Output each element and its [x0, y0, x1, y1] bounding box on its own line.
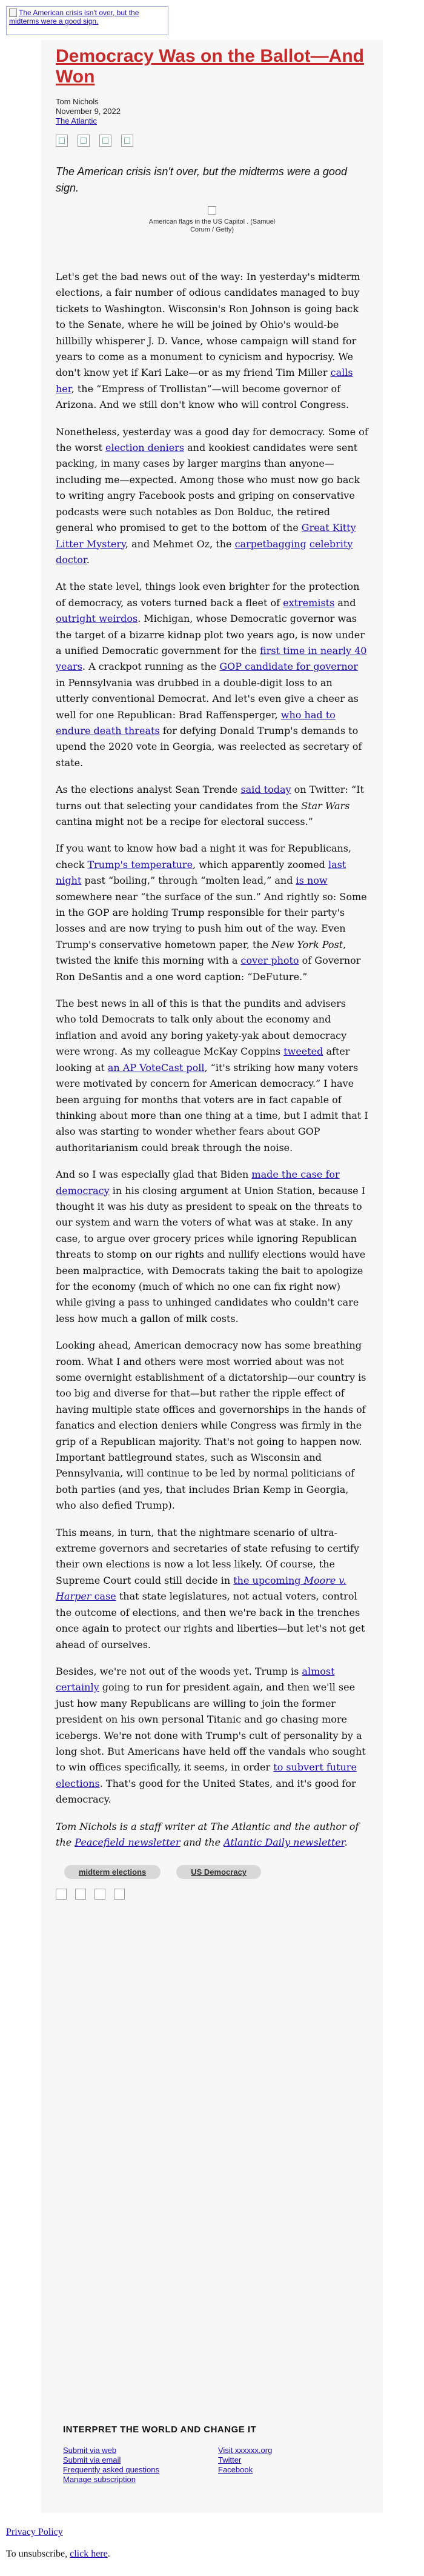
inline-link[interactable]: is now — [296, 875, 328, 887]
tag-us-democracy[interactable]: US Democracy — [176, 1865, 261, 1879]
text-run: of Governor Ron DeSantis and a one word caption: “DeFuture.” — [56, 955, 361, 983]
text-run: for defying Donald Trump's demands to upend the 2020 vote in Georgia, was reelected as secretary of state. — [56, 724, 362, 769]
text-run: , “it's striking how many voters were motivated by concern for American democracy.” I have been arguing for months that voters are in fact capable of thinking about more than one thing at a time, but I admit that I also was starting to wonder whether fears about GOP authoritarianism could break through the noise. — [56, 1061, 368, 1153]
article-figure — [56, 206, 368, 234]
text-run: in Pennsylvania was drubbed in a double-digit loss to an utterly conventional Democrat. And let's even give a cheer as well for one Republican: Brad Raffensperger, — [56, 676, 359, 721]
text-run: , and Mehmet Oz, the — [125, 538, 235, 550]
visit-site-link[interactable]: Visit xxxxxx.org — [218, 2446, 273, 2455]
inline-link[interactable]: tweeted — [283, 1046, 323, 1058]
body-paragraph — [56, 782, 368, 830]
text-run: past “boiling,” through “molten lead,” and — [81, 875, 296, 887]
share-bar — [56, 135, 368, 148]
inline-link[interactable]: the upcoming — [233, 1574, 304, 1586]
inline-link[interactable]: celebrity doctor — [56, 538, 353, 566]
text-run: that state legislatures, not actual voters, control the outcome of elections, and then we're back in the trenches once again to protect our rights and liberties—but let's not get ahead of ourselves. — [56, 1590, 365, 1650]
manage-subscription-link[interactable]: Manage subscription — [63, 2475, 136, 2484]
unsubscribe-text: To unsubscribe, — [6, 2549, 70, 2559]
publication-link[interactable]: The Atlantic — [56, 116, 97, 125]
text-run: Tom Nichols is a staff writer at The Atlantic and the author of the — [56, 1820, 359, 1848]
body-paragraph — [56, 996, 368, 1156]
text-run: The best news in all of this is that the pundits and advisers who told Democrats to talk only about the economy and inflation and avoid any boring yakety-yak about democracy were wrong. As my colleague McKay Coppins — [56, 998, 347, 1058]
body-paragraph — [56, 424, 368, 569]
inline-link[interactable]: to subvert future elections — [56, 1761, 357, 1789]
interpret-section — [51, 2424, 373, 2484]
article-title[interactable]: Democracy Was on the Ballot—And Won — [56, 46, 364, 87]
text-run: going to run for president again, and then we'll see just how many Republicans are willing to join the former president on his own personal Titanic and go chasing more icebergs. We're not done with Trump's cult of personality by a long shot. But Americans have held off the vandals who sought to win offices specifically, it seems, in order — [56, 1681, 366, 1774]
text-run: , twisted the knife this morning with a — [56, 938, 346, 967]
byline — [56, 97, 368, 126]
inline-link[interactable]: GOP candidate for governor — [219, 661, 358, 673]
article-content — [56, 40, 368, 1901]
inline-link[interactable]: case — [91, 1590, 116, 1603]
tag-list — [56, 1865, 368, 1879]
inline-link[interactable]: Atlantic Daily newsletter — [224, 1836, 345, 1848]
text-run: , which apparently zoomed — [193, 858, 329, 870]
author-bio — [56, 1819, 368, 1851]
body-paragraph — [56, 1338, 368, 1513]
inline-link[interactable]: carpetbagging — [234, 538, 306, 550]
text-run: This means, in turn, that the nightmare scenario of ultra-extreme governors and secretaries of state refusing to certify their own elections is now a lot less likely. Of course, the Supreme Court could still decide in — [56, 1526, 359, 1586]
text-run: At the state level, things look even brighter for the protection of democracy, as voters turned back a fleet of — [56, 581, 360, 609]
text-run: . — [344, 1836, 348, 1848]
text-run: Let's get the bad news out of the way: In yesterday's midterm elections, a fair number of odious candidates managed to buy tickets to Washington. Wisconsin's Ron Johnson is going back to the Senate, where he will be joined by Ohio's would-be hillbilly whisperer J. D. Vance, whose campaign will stand for years to come as a monument to cynicism and hypocrisy. We don't know yet if Kari Lake—or as my friend Tim Miller — [56, 271, 360, 379]
text-run: and the — [180, 1836, 224, 1848]
italic-text: New York Post — [271, 938, 343, 950]
interpret-heading: INTERPRET THE WORLD AND CHANGE IT — [63, 2424, 257, 2435]
body-paragraph — [56, 579, 368, 771]
header-image-alt: The American crisis isn't over, but the midterms were a good sign. — [9, 8, 139, 25]
text-run: cantina might not be a recipe for electoral success.” — [56, 816, 313, 827]
inline-link[interactable]: Peacefield newsletter — [75, 1836, 181, 1848]
inline-link[interactable]: Great Kitty Litter Mystery — [56, 522, 356, 550]
submit-web-link[interactable]: Submit via web — [63, 2446, 117, 2455]
image-caption: American flags in the US Capitol . (Samuel Corum / Getty) — [148, 218, 276, 233]
article-body — [56, 269, 368, 1808]
interpret-links — [63, 2446, 373, 2484]
social-icons — [56, 1889, 368, 1901]
inline-link[interactable]: said today — [240, 784, 291, 796]
body-paragraph — [56, 1525, 368, 1653]
text-run: somewhere near “the surface of the sun.” And rightly so: Some in the GOP are holding Trump responsible for their party's losses and are now trying to push him out of the way. Even Trump's conservative hometown paper, the — [56, 890, 367, 950]
inline-link[interactable]: election deniers — [105, 442, 185, 454]
italic-text: Star Wars — [301, 799, 350, 812]
twitter-link[interactable]: Twitter — [218, 2455, 242, 2464]
share-linkedin-icon[interactable] — [99, 135, 111, 147]
twitter-icon[interactable] — [75, 1889, 86, 1900]
inline-link[interactable]: extremists — [283, 596, 335, 609]
text-run: As the elections analyst Sean Trende — [56, 784, 241, 796]
linkedin-icon[interactable] — [94, 1889, 105, 1900]
inline-link[interactable]: outright weirdos — [56, 613, 138, 625]
body-paragraph — [56, 841, 368, 985]
flag-image-icon — [208, 206, 216, 215]
text-run: . Michigan, whose Democratic governor was the target of a bizarre kidnap plot two years ago, is now under a unified Democratic government for the — [56, 613, 365, 656]
text-run: If you want to know how bad a night it was for Republicans, check — [56, 843, 352, 870]
text-run: . That's good for the United States, and it's good for democracy. — [56, 1777, 356, 1806]
email-icon[interactable] — [114, 1889, 125, 1900]
text-run: on Twitter: “It turns out that selecting your candidates from the — [56, 784, 364, 812]
share-facebook-icon[interactable] — [56, 135, 68, 147]
text-run: And so I was especially glad that Biden — [56, 1169, 252, 1181]
faq-link[interactable]: Frequently asked questions — [63, 2465, 159, 2474]
right-link-column — [218, 2446, 373, 2484]
unsubscribe-link[interactable]: click here — [70, 2549, 108, 2559]
inline-link[interactable]: made the case for democracy — [56, 1169, 340, 1196]
text-run: . — [86, 553, 90, 566]
broken-image-icon — [9, 8, 17, 17]
body-paragraph — [56, 1167, 368, 1327]
body-paragraph — [56, 1664, 368, 1808]
inline-link[interactable]: last night — [56, 858, 346, 887]
text-run: after looking at — [56, 1046, 350, 1073]
tag-midterm-elections[interactable]: midterm elections — [64, 1865, 161, 1879]
inline-link[interactable]: who had to endure death threats — [56, 709, 336, 736]
publish-date: November 9, 2022 — [56, 107, 121, 116]
privacy-policy-link[interactable]: Privacy Policy — [6, 2527, 63, 2537]
author-name: Tom Nichols — [56, 97, 99, 106]
article-dek: The American crisis isn't over, but the midterms were a good sign. — [56, 165, 347, 194]
text-run: Looking ahead, American democracy now has some breathing room. What I and others were most worried about was not some overnight establishment of a dictatorship—our country is too big and diverse for that—but rather the ripple effect of having multiple state offices and governorships in the hands of fanatics and election deniers while Congress was firmly in the grip of a Republican majority. That's not going to happen now. Important battleground states, such as Wisconsin and Pennsylvania, will continue to be led by normal politicians of both parties (and yes, that includes Brian Kemp in Georgia, who also defied Trump). — [56, 1340, 366, 1512]
facebook-link[interactable]: Facebook — [218, 2465, 253, 2474]
unsubscribe-suffix: . — [107, 2549, 110, 2559]
share-email-icon[interactable] — [121, 135, 133, 147]
text-run: Nonetheless, yesterday was a good day for democracy. Some of the worst — [56, 425, 368, 454]
submit-email-link[interactable]: Submit via email — [63, 2455, 121, 2464]
text-run: and — [334, 596, 356, 609]
header-image-link[interactable] — [6, 6, 168, 35]
inline-link[interactable]: Trump's temperature — [87, 858, 193, 870]
inline-link[interactable]: Moore v. Harper — [56, 1574, 346, 1603]
share-twitter-icon[interactable] — [78, 135, 90, 147]
inline-link[interactable]: almost certainly — [56, 1665, 335, 1693]
facebook-icon[interactable] — [56, 1889, 67, 1900]
inline-link[interactable]: cover photo — [240, 955, 299, 967]
text-run: and kookiest candidates were sent packing, in many cases by larger margins than anyone—including me—expected. Among those who must now go back to writing angry Facebook posts and griping on conservative podcasts were such notables as Don Bolduc, the retired general who promised to get to the bottom of the — [56, 442, 360, 534]
inline-link[interactable]: an AP VoteCast poll — [107, 1061, 205, 1073]
text-run: . A crackpot running as the — [82, 661, 220, 673]
email-footer — [6, 2526, 110, 2560]
inline-link[interactable]: calls her — [56, 367, 353, 395]
article-card — [41, 40, 383, 2513]
left-link-column — [63, 2446, 218, 2484]
text-run: , the “Empress of Trollistan”—will become governor of Arizona. And we still don't know who will control Congress. — [56, 382, 349, 411]
body-paragraph — [56, 269, 368, 413]
text-run: Besides, we're not out of the woods yet. Trump is — [56, 1665, 302, 1677]
text-run: in his closing argument at Union Station, because I thought it was his duty as president to speak on the threats to our system and warn the voters of what was at stake. In any case, to argue over grocery prices while ignoring Republican threats to stomp on our rights and nullify elections would have been malpractice, with Democrats taking the bait to apologize for the economy (much of which no one can fix right now) while giving a pass to unhinged candidates who couldn't care less how much a gallon of milk costs. — [56, 1184, 366, 1324]
inline-link[interactable]: first time in nearly 40 years — [56, 644, 367, 673]
